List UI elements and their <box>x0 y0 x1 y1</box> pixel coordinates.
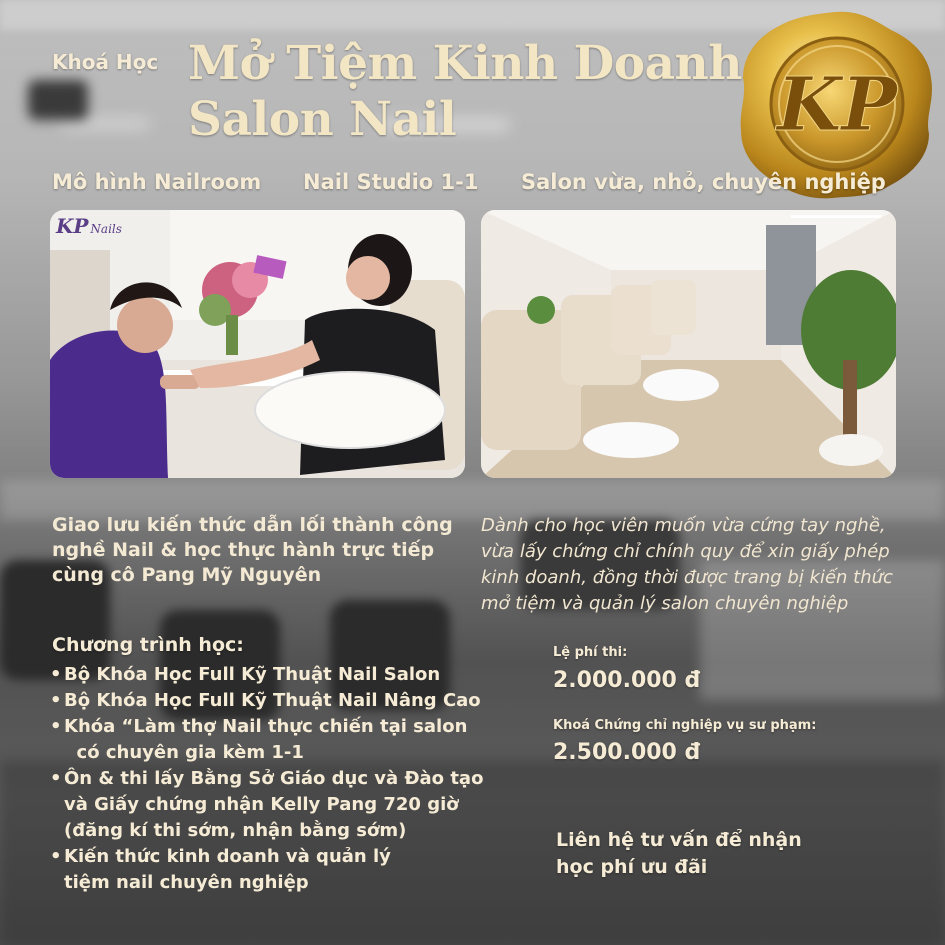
photo-salon-interior <box>481 210 896 478</box>
security-camera <box>28 80 88 120</box>
seal-initials: KP <box>777 62 897 148</box>
subtitle-salon: Salon vừa, nhỏ, chuyên nghiệp <box>521 170 886 194</box>
intro-left-line: Giao lưu kiến thức dẫn lối thành công <box>52 514 453 536</box>
nail-service-illustration <box>50 210 465 478</box>
program-item: • Bộ Khóa Học Full Kỹ Thuật Nail Salon <box>52 662 483 688</box>
intro-left <box>52 513 453 588</box>
intro-right-line: Dành cho học viên muốn vừa cứng tay nghề, <box>481 515 886 536</box>
program-title: Chương trình học: <box>52 634 244 656</box>
contact-line: Liên hệ tư vấn để nhận <box>556 829 802 851</box>
program-item: • Kiến thức kinh doanh và quản lý tiệm nail chuyên nghiệp <box>52 844 483 896</box>
program-item: • Khóa “Làm thợ Nail thực chiến tại salon có chuyên gia kèm 1-1 <box>52 714 483 766</box>
cert-fee-label: Khoá Chứng chỉ nghiệp vụ sư phạm: <box>553 718 817 733</box>
page-title <box>188 36 742 148</box>
kp-nails-logo-initials: KP <box>56 214 89 238</box>
intro-right-line: mở tiệm và quản lý salon chuyên nghiệp <box>481 593 849 614</box>
title-line-1: Mở Tiệm Kinh Doanh <box>188 36 742 91</box>
photo-nail-service <box>50 210 465 478</box>
intro-right-line: vừa lấy chứng chỉ chính quy để xin giấy phép <box>481 541 890 562</box>
program-item: • Ôn & thi lấy Bằng Sở Giáo dục và Đào tạo và Giấy chứng nhận Kelly Pang 720 giờ (đăng kí thi sớm, nhận bằng sớm) <box>52 766 483 844</box>
intro-left-line: nghề Nail & học thực hành trực tiếp <box>52 539 435 561</box>
contact-cta <box>556 827 802 881</box>
kp-nails-logo-script: Nails <box>90 222 122 236</box>
cert-fee-value: 2.500.000 đ <box>553 740 701 765</box>
subtitle-nailroom: Mô hình Nailroom <box>52 170 262 194</box>
intro-right <box>481 513 921 617</box>
program-item: • Bộ Khóa Học Full Kỹ Thuật Nail Nâng Cao <box>52 688 483 714</box>
exam-fee-value: 2.000.000 đ <box>553 668 701 693</box>
kp-nails-logo <box>56 214 122 238</box>
intro-left-line: cùng cô Pang Mỹ Nguyên <box>52 564 322 586</box>
exam-fee-label: Lệ phí thi: <box>553 645 628 660</box>
subtitle-studio: Nail Studio 1-1 <box>303 170 479 194</box>
intro-right-line: kinh doanh, đồng thời được trang bị kiến thức <box>481 567 893 588</box>
course-prefix: Khoá Học <box>52 50 159 74</box>
title-line-2: Salon Nail <box>188 92 457 147</box>
ceiling-light <box>60 120 150 128</box>
program-list <box>52 662 483 896</box>
contact-line: học phí ưu đãi <box>556 856 708 878</box>
salon-interior-illustration <box>481 210 896 478</box>
